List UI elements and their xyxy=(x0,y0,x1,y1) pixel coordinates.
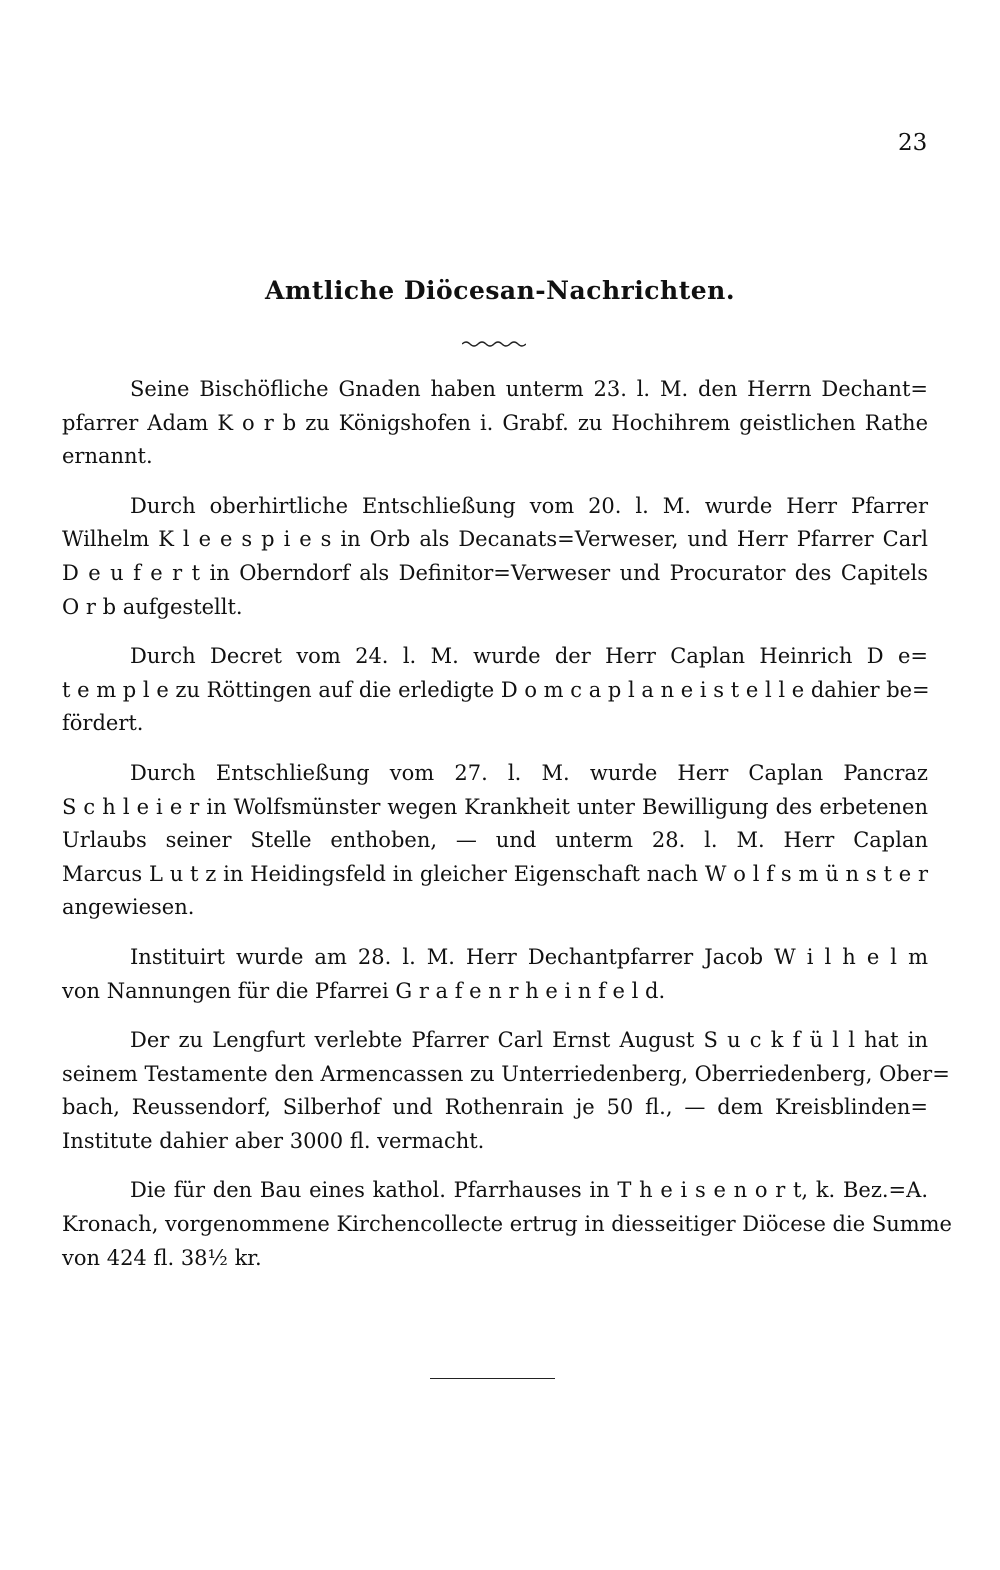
text-line: D e u f e r t in Oberndorf als Definitor=Verweser und Procurator des Capitels xyxy=(62,560,928,585)
paragraph xyxy=(62,490,928,624)
text-line: Die für den Bau eines kathol. Pfarrhauses in T h e i s e n o r t, k. Bez.=A. xyxy=(130,1178,928,1203)
text-line: Seine Bischöfliche Gnaden haben unterm 23. l. M. den Herrn Dechant= xyxy=(130,377,928,401)
paragraph xyxy=(62,757,928,925)
text-line: Urlaubs seiner Stelle enthoben, — und unterm 28. l. M. Herr Caplan xyxy=(62,828,928,853)
text-line: Der zu Lengfurt verlebte Pfarrer Carl Ernst August S u c k f ü l l hat in xyxy=(130,1028,928,1053)
text-line: t e m p l e zu Röttingen auf die erledigte D o m c a p l a n e i s t e l l e dahier be= xyxy=(62,677,930,702)
text-line: Durch Decret vom 24. l. M. wurde der Herr Caplan Heinrich D e= xyxy=(130,644,928,669)
text-line: S c h l e i e r in Wolfsmünster wegen Krankheit unter Bewilligung des erbetenen xyxy=(62,794,928,819)
text-line: seinem Testamente den Armencassen zu Unterriedenberg, Oberriedenberg, Ober= xyxy=(62,1061,950,1086)
ornamental-divider xyxy=(462,340,526,348)
text-line: fördert. xyxy=(62,711,144,736)
paragraph xyxy=(62,941,928,1008)
paragraph xyxy=(62,373,928,474)
text-line: Durch Entschließung vom 27. l. M. wurde Herr Caplan Pancraz xyxy=(130,760,928,785)
paragraph xyxy=(62,1174,952,1275)
text-line: von 424 fl. 38½ kr. xyxy=(62,1245,262,1270)
text-line: von Nannungen für die Pfarrei G r a f e n r h e i n f e l d. xyxy=(62,978,666,1003)
document-body xyxy=(62,373,952,1291)
closing-rule xyxy=(430,1378,555,1379)
text-line: pfarrer Adam K o r b zu Königshofen i. Grabf. zu Hochihrem geistlichen Rathe xyxy=(62,410,928,435)
text-line: Kronach, vorgenommene Kirchencollecte ertrug in diesseitiger Diöcese die Summe xyxy=(62,1212,952,1237)
text-line: Wilhelm K l e e s p i e s in Orb als Decanats=Verweser, und Herr Pfarrer Carl xyxy=(62,527,928,552)
text-line: Marcus L u t z in Heidingsfeld in gleicher Eigenschaft nach W o l f s m ü n s t e r xyxy=(62,861,928,886)
paragraph xyxy=(62,640,928,741)
page-number: 23 xyxy=(898,130,928,156)
text-line: angewiesen. xyxy=(62,895,195,920)
text-line: Durch oberhirtliche Entschließung vom 20. l. M. wurde Herr Pfarrer xyxy=(130,493,928,518)
text-line: Instituirt wurde am 28. l. M. Herr Dechantpfarrer Jacob W i l h e l m xyxy=(130,944,928,969)
paragraph xyxy=(62,1024,950,1158)
text-line: bach, Reussendorf, Silberhof und Rothenrain je 50 fl., — dem Kreisblinden= xyxy=(62,1095,928,1120)
text-line: Institute dahier aber 3000 fl. vermacht. xyxy=(62,1128,485,1153)
text-line: O r b aufgestellt. xyxy=(62,594,243,619)
section-title: Amtliche Diöcesan-Nachrichten. xyxy=(264,276,736,305)
text-line: ernannt. xyxy=(62,444,153,469)
